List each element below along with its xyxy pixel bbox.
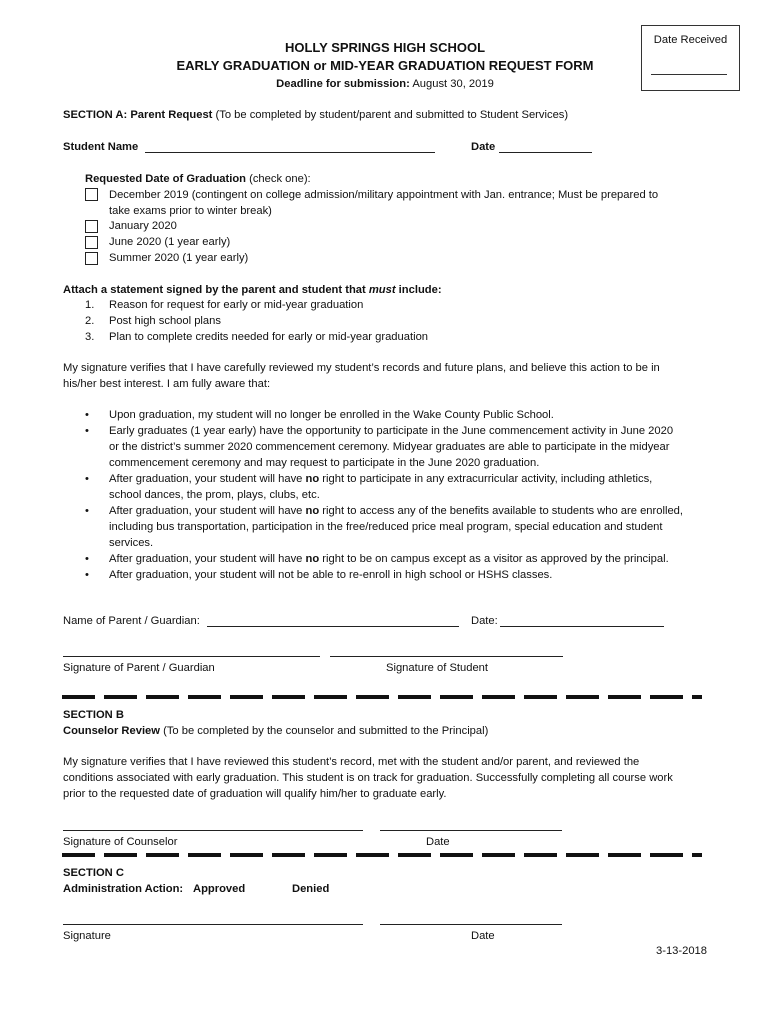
attach-item-2: Post high school plans [109, 315, 221, 327]
parent-name-label: Name of Parent / Guardian: [63, 615, 200, 627]
requested-date-heading [85, 171, 311, 187]
counselor-date-line[interactable] [380, 830, 562, 831]
bullet-extracurricular: • After graduation, your student will have no right to participate in any extracurricular activity, including athletics, school dances, the prom, plays, clubs, etc. [85, 471, 725, 503]
counselor-signature-label: Signature of Counselor [63, 836, 178, 848]
school-name: HOLLY SPRINGS HIGH SCHOOL [284, 40, 486, 55]
attach-statement-heading: Attach a statement signed by the parent and student that must include: [63, 284, 442, 296]
bullet-enrollment: • Upon graduation, my student will no longer be enrolled in the Wake County Public School. [85, 407, 725, 423]
student-signature-label: Signature of Student [386, 662, 489, 674]
deadline-label: Deadline for submission: [276, 78, 410, 90]
admin-date-line[interactable] [380, 924, 562, 925]
student-name-field[interactable] [145, 152, 435, 153]
date-received-box [641, 25, 740, 91]
counselor-date-label: Date [426, 836, 450, 848]
admin-signature-label: Signature [63, 930, 111, 942]
option-december-2019-cont: take exams prior to winter break) [109, 205, 272, 217]
option-summer-2020: Summer 2020 (1 year early) [109, 252, 249, 264]
section-a-title: SECTION A: Parent Request [63, 109, 213, 121]
parent-verify-line-1: My signature verifies that I have carefully reviewed my student’s records and future plans, and believe this action to be in [63, 362, 660, 374]
section-c-heading: SECTION C [63, 867, 124, 879]
student-name-label: Student Name [63, 141, 139, 153]
attach-num-2: 2. [85, 315, 95, 327]
option-january-2020: January 2020 [109, 220, 177, 232]
counselor-review-label: Counselor Review [63, 725, 160, 737]
attach-item-3: Plan to complete credits needed for early or mid-year graduation [109, 331, 429, 343]
parent-signature-line[interactable] [63, 656, 320, 657]
student-signature-line[interactable] [330, 656, 563, 657]
date-received-line[interactable] [651, 74, 727, 75]
bullet-campus: • After graduation, your student will have no right to be on campus except as a visitor as approved by the principal. [85, 551, 725, 567]
student-date-label: Date [471, 141, 496, 153]
section-divider-2 [62, 853, 702, 857]
student-date-field[interactable] [499, 152, 592, 153]
parent-verify-line-2: his/her best interest. I am fully aware that: [63, 378, 271, 390]
section-b-subheading [63, 723, 488, 739]
checkbox-summer-2020[interactable] [85, 252, 98, 265]
bullet-reenroll: • After graduation, your student will not be able to re-enroll in high school or HSHS classes. [85, 567, 725, 583]
administration-action-label: Administration Action: [63, 883, 184, 895]
section-divider-1 [62, 695, 702, 699]
parent-date-label: Date: [471, 615, 498, 627]
attach-must: must [368, 284, 396, 296]
acknowledgement-list [85, 407, 725, 583]
counselor-signature-line[interactable] [63, 830, 363, 831]
requested-date-note: (check one): [249, 173, 311, 185]
form-revision-date: 3-13-2018 [656, 945, 708, 957]
parent-name-field[interactable] [207, 626, 459, 627]
attach-item-1: Reason for request for early or mid-year graduation [109, 299, 364, 311]
form-title: EARLY GRADUATION or MID-YEAR GRADUATION REQUEST FORM [176, 58, 594, 73]
option-december-2019: December 2019 (contingent on college admission/military appointment with Jan. entrance; Must be prepared to [109, 189, 659, 201]
option-june-2020: June 2020 (1 year early) [109, 236, 231, 248]
counselor-text-line-2: conditions associated with early graduation. This student is on track for graduation. Successfully completing all course work [63, 772, 673, 784]
checkbox-june-2020[interactable] [85, 236, 98, 249]
deadline [165, 76, 605, 92]
requested-date-label: Requested Date of Graduation [85, 173, 246, 185]
attach-num-3: 3. [85, 331, 95, 343]
counselor-text-line-1: My signature verifies that I have reviewed this student’s record, met with the student and/or parent, and reviewed the [63, 756, 640, 768]
admin-signature-line[interactable] [63, 924, 363, 925]
checkbox-december-2019[interactable] [85, 188, 98, 201]
bullet-benefits: • After graduation, your student will have no right to access any of the benefits available to students who are enrolled, including bus transportation, participation in the free/reduced price meal program, special education and student services. [85, 503, 725, 551]
section-b-heading: SECTION B [63, 709, 124, 721]
attach-num-1: 1. [85, 299, 95, 311]
section-a-note: (To be completed by student/parent and submitted to Student Services) [215, 109, 569, 121]
parent-date-field[interactable] [500, 626, 664, 627]
deadline-value: August 30, 2019 [412, 78, 494, 90]
denied-option[interactable]: Denied [292, 883, 330, 895]
counselor-review-note: (To be completed by the counselor and submitted to the Principal) [163, 725, 489, 737]
parent-signature-label: Signature of Parent / Guardian [63, 662, 215, 674]
bullet-commencement: • Early graduates (1 year early) have the opportunity to participate in the June commencement activity in June 2020 or the district’s summer 2020 commencement ceremony. Midyear graduates are able to participate in the midyear commencement ceremony and may request to participate in the June 2020 graduation. [85, 423, 725, 471]
checkbox-january-2020[interactable] [85, 220, 98, 233]
approved-option[interactable]: Approved [193, 883, 246, 895]
date-received-label: Date Received [653, 34, 728, 46]
section-a-heading [63, 107, 568, 123]
counselor-text-line-3: prior to the requested date of graduation will qualify him/her to graduate early. [63, 788, 447, 800]
admin-date-label: Date [471, 930, 495, 942]
